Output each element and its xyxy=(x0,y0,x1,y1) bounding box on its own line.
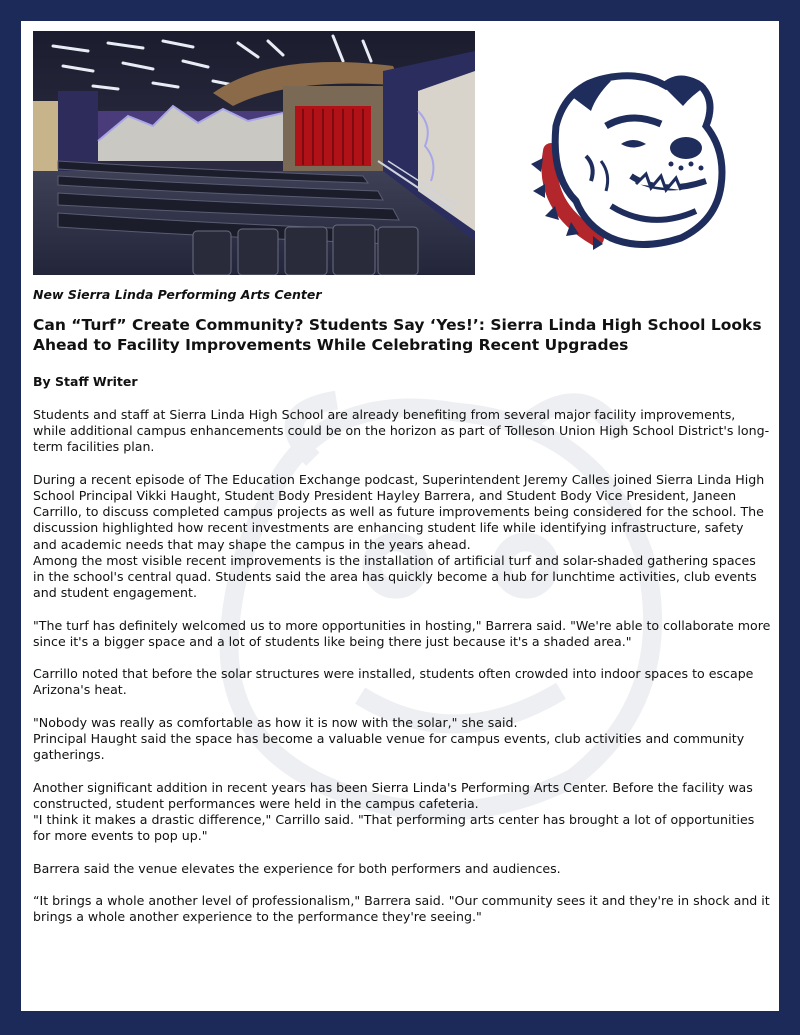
paragraph: "The turf has definitely welcomed us to more opportunities in hosting," Barrera said. "We're able to collaborate more since it's a bigger space and a lot of students like being there just because it's a shaded area." xyxy=(33,617,771,649)
article-body xyxy=(33,407,771,925)
paragraph: Among the most visible recent improvements is the installation of artificial turf and solar-shaded gathering spaces in the school's central quad. Students said the area has quickly become a hub for lunchtime activities, club events and student engagement. xyxy=(33,552,757,601)
paragraph: Carrillo noted that before the solar structures were installed, students often crowded into indoor spaces to escape Arizona's heat. xyxy=(33,666,754,698)
document-page xyxy=(21,21,779,1011)
paragraph: “It brings a whole another level of professionalism," Barrera said. "Our community sees it and they're in shock and it brings a whole another experience to the performance they're seeing." xyxy=(33,892,770,925)
paragraph: Barrera said the venue elevates the experience for both performers and audiences. xyxy=(33,860,561,876)
paragraph: Students and staff at Sierra Linda High School are already benefiting from several major facility improvements, while additional campus enhancements could be on the horizon as part of Tolleson Union High School District's long-term facilities plan. xyxy=(33,407,770,455)
article-headline: Can “Turf” Create Community? Students Say ‘Yes!’: Sierra Linda High School Looks Ahead to Facility Improvements While Celebrating Recent Upgrades xyxy=(33,316,762,354)
paragraph: Principal Haught said the space has become a valuable venue for campus events, club activities and community gatherings. xyxy=(33,731,745,763)
paragraph: "Nobody was really as comfortable as how it is now with the solar," she said. xyxy=(33,714,518,730)
paragraph: During a recent episode of The Education Exchange podcast, Superintendent Jeremy Calles joined Sierra Linda High School Principal Vikki Haught, Student Body President Hayley Barrera, and Student Body Vice President, Janeen Carrillo, to discuss completed campus projects as well as future improvements being considered for the school. The discussion highlighted how recent investments are enhancing student life while identifying infrastructure, safety and academic needs that may shape the campus in the years ahead. xyxy=(33,471,765,552)
paragraph: Another significant addition in recent years has been Sierra Linda's Performing Arts Center. Before the facility was constructed, student performances were held in the campus cafeteria. xyxy=(33,779,753,811)
bulldog-mascot-logo-icon xyxy=(511,56,731,251)
auditorium-photo xyxy=(33,31,475,275)
byline: By Staff Writer xyxy=(33,374,138,389)
paragraph: "I think it makes a drastic difference," Carrillo said. "That performing arts center has brought a lot of opportunities for more events to pop up." xyxy=(33,812,755,844)
photo-caption: New Sierra Linda Performing Arts Center xyxy=(33,287,322,302)
